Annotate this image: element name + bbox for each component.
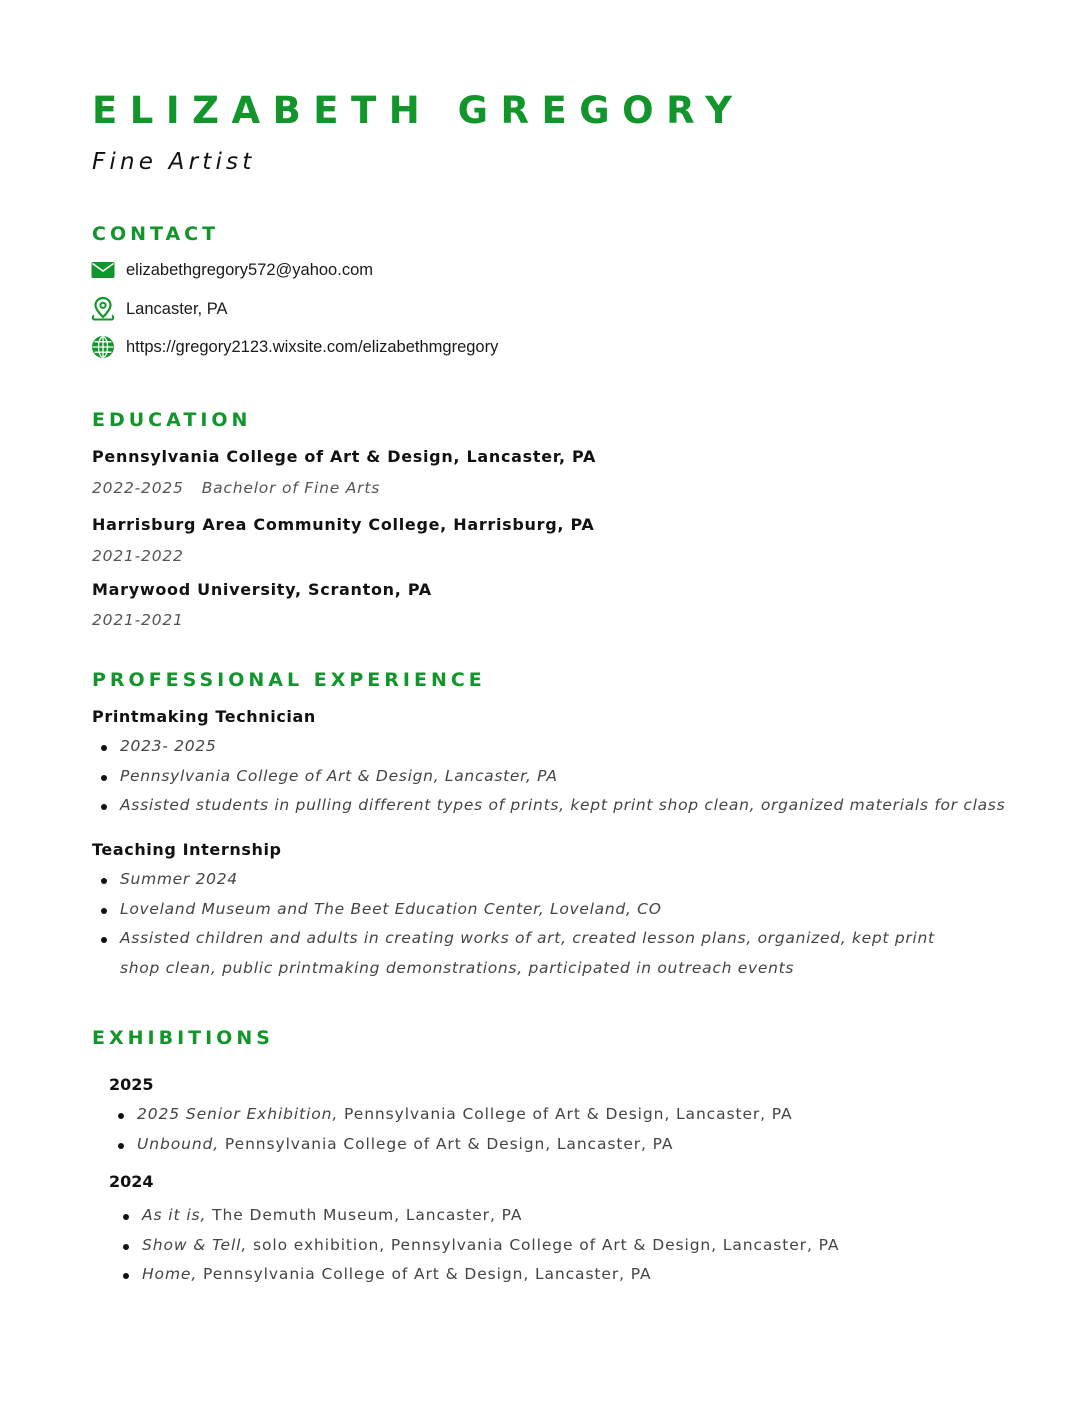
candidate-role: Fine Artist <box>92 149 256 175</box>
exhibition-name: As it is, <box>142 1206 207 1224</box>
exhibition-name: Home, <box>142 1265 198 1283</box>
exhibition-venue: solo exhibition, Pennsylvania College of Art & Design, Lancaster, PA <box>247 1235 840 1254</box>
job-title: Printmaking Technician <box>92 707 316 726</box>
list-item: Assisted students in pulling different types of prints, kept print shop clean, organized materials for class <box>92 791 1005 821</box>
list-item <box>114 1201 839 1231</box>
list-item <box>109 1130 793 1160</box>
candidate-name: ELIZABETH GREGORY <box>92 89 745 132</box>
education-section-title: EDUCATION <box>92 409 252 431</box>
contact-website[interactable] <box>91 334 498 360</box>
job-details <box>92 732 1005 821</box>
list-item: 2023- 2025 <box>92 732 1005 762</box>
email-text[interactable]: elizabethgregory572@yahoo.com <box>126 260 373 279</box>
contact-location <box>91 296 228 322</box>
exhibition-name: Unbound, <box>137 1134 220 1153</box>
education-school: Harrisburg Area Community College, Harrisburg, PA <box>92 515 595 534</box>
exhibitions-section-title: EXHIBITIONS <box>92 1027 274 1049</box>
contact-section-title: CONTACT <box>92 223 220 245</box>
list-item: Loveland Museum and The Beet Education Center, Loveland, CO <box>92 895 950 925</box>
exhibition-venue: Pennsylvania College of Art & Design, Lancaster, PA <box>197 1265 652 1283</box>
exhibition-year: 2024 <box>109 1172 154 1191</box>
globe-icon <box>91 335 115 359</box>
education-school: Marywood University, Scranton, PA <box>92 580 432 599</box>
exhibition-venue: Pennsylvania College of Art & Design, Lancaster, PA <box>219 1134 674 1153</box>
list-item <box>114 1260 839 1290</box>
list-item: Summer 2024 <box>92 865 950 895</box>
list-item: Assisted children and adults in creating works of art, created lesson plans, organized, kept print shop clean, public printmaking demonstrations, participated in outreach events <box>92 924 950 983</box>
contact-email[interactable] <box>91 257 373 283</box>
location-text: Lancaster, PA <box>126 299 228 318</box>
exhibition-list <box>109 1100 793 1159</box>
list-item: Pennsylvania College of Art & Design, Lancaster, PA <box>92 762 1005 792</box>
exhibition-name: Show & Tell, <box>142 1235 248 1254</box>
exhibition-venue: Pennsylvania College of Art & Design, Lancaster, PA <box>338 1105 793 1123</box>
education-degree: Bachelor of Fine Arts <box>201 479 381 497</box>
education-meta <box>92 477 380 499</box>
website-link[interactable]: https://gregory2123.wixsite.com/elizabethmgregory <box>126 337 499 356</box>
list-item <box>114 1231 839 1261</box>
envelope-icon <box>91 258 115 282</box>
job-title: Teaching Internship <box>92 840 282 859</box>
list-item <box>109 1100 793 1130</box>
exhibition-name: 2025 Senior Exhibition, <box>137 1105 339 1123</box>
job-details <box>92 865 950 983</box>
map-pin-icon <box>91 297 115 321</box>
education-years: 2021-2022 <box>92 547 184 565</box>
experience-section-title: PROFESSIONAL EXPERIENCE <box>92 669 486 691</box>
education-school: Pennsylvania College of Art & Design, Lancaster, PA <box>92 447 597 466</box>
education-years: 2021-2021 <box>92 611 184 629</box>
education-years: 2022-2025 <box>92 479 184 497</box>
exhibition-venue: The Demuth Museum, Lancaster, PA <box>206 1206 523 1224</box>
exhibition-year: 2025 <box>109 1075 154 1094</box>
exhibition-list <box>114 1201 839 1290</box>
